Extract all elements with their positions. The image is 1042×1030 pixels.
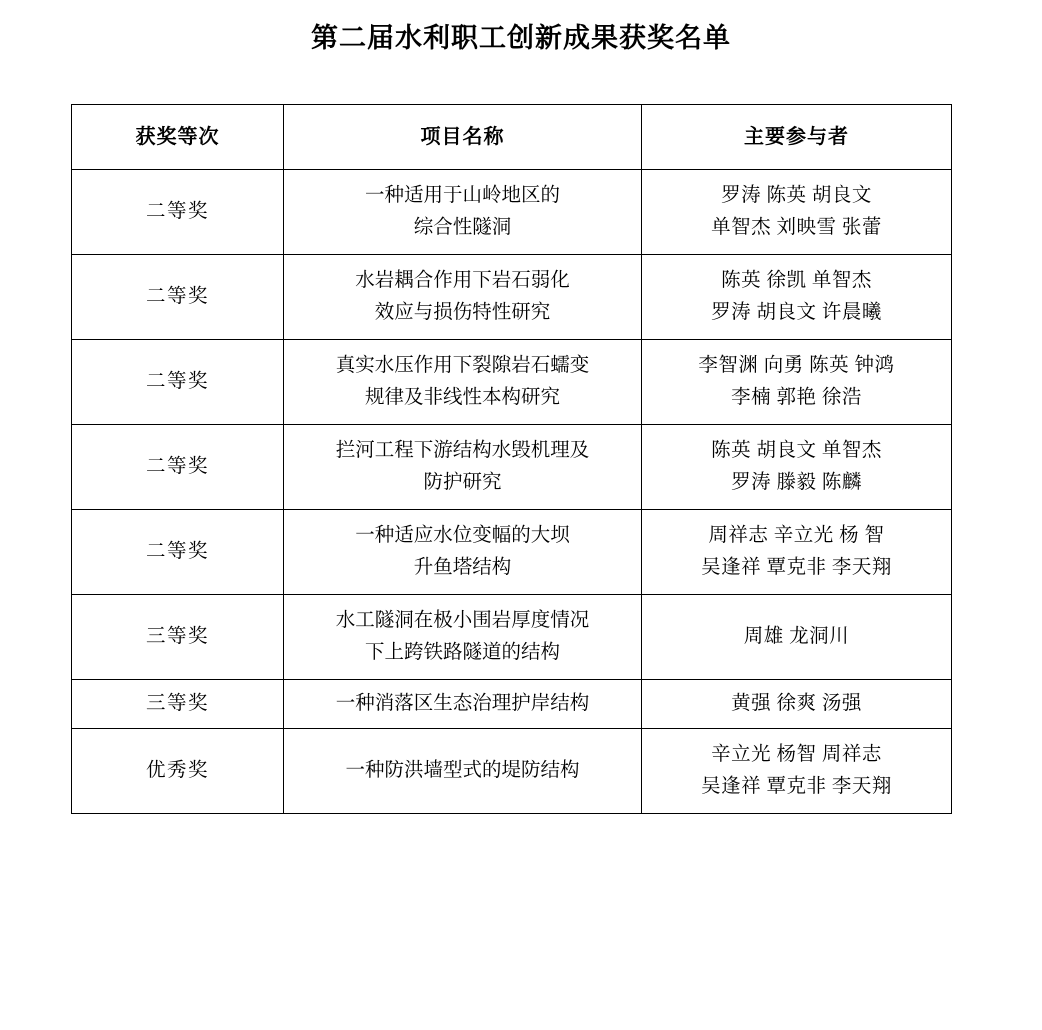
cell-level: 二等奖	[72, 255, 284, 340]
cell-participants	[642, 680, 952, 729]
participants-line: 黄强 徐爽 汤强	[731, 693, 862, 714]
project-line: 规律及非线性本构研究	[364, 387, 560, 408]
project-line: 真实水压作用下裂隙岩石蠕变	[335, 355, 590, 377]
project-line: 拦河工程下游结构水毁机理及	[335, 440, 590, 462]
cell-participants	[642, 595, 952, 680]
participants-line: 李楠 郭艳 徐浩	[731, 387, 862, 408]
table-row	[72, 425, 952, 510]
project-line: 下上跨铁路隧道的结构	[364, 642, 560, 663]
cell-level: 优秀奖	[72, 728, 284, 813]
participants-line: 单智杰 刘映雪 张蕾	[711, 217, 882, 238]
table-row	[72, 680, 952, 729]
cell-project	[284, 728, 642, 813]
column-header-participants: 主要参与者	[642, 105, 952, 170]
project-line: 防护研究	[423, 472, 502, 493]
project-line: 升鱼塔结构	[413, 557, 512, 578]
cell-level: 二等奖	[72, 510, 284, 595]
table-row	[72, 340, 952, 425]
participants-line: 周雄 龙洞川	[743, 626, 850, 648]
cell-level: 三等奖	[72, 595, 284, 680]
participants-line: 陈英 徐凯 单智杰	[721, 270, 872, 292]
project-line: 综合性隧洞	[413, 217, 512, 238]
table-row	[72, 728, 952, 813]
participants-line: 罗涛 胡良文 许晨曦	[711, 302, 882, 323]
project-line: 效应与损伤特性研究	[374, 302, 551, 323]
project-line: 一种消落区生态治理护岸结构	[335, 693, 590, 714]
participants-line: 罗涛 滕毅 陈麟	[731, 472, 862, 493]
participants-line: 罗涛 陈英 胡良文	[721, 185, 872, 207]
table-row	[72, 595, 952, 680]
cell-project	[284, 680, 642, 729]
project-line: 水工隧洞在极小围岩厚度情况	[335, 610, 590, 632]
cell-participants	[642, 255, 952, 340]
cell-level: 二等奖	[72, 340, 284, 425]
cell-participants	[642, 425, 952, 510]
participants-line: 李智渊 向勇 陈英 钟鸿	[698, 355, 895, 377]
participants-line: 辛立光 杨智 周祥志	[711, 744, 882, 765]
table-body	[72, 170, 952, 814]
table-header	[72, 105, 952, 170]
participants-line: 吴逢祥 覃克非 李天翔	[701, 557, 892, 578]
table-row	[72, 170, 952, 255]
page-title: 第二届水利职工创新成果获奖名单	[311, 23, 731, 53]
cell-participants	[642, 340, 952, 425]
cell-participants	[642, 728, 952, 813]
cell-level: 二等奖	[72, 170, 284, 255]
cell-project	[284, 595, 642, 680]
cell-participants	[642, 170, 952, 255]
participants-line: 吴逢祥 覃克非 李天翔	[701, 775, 892, 797]
project-line: 一种适应水位变幅的大坝	[355, 525, 570, 547]
cell-level: 三等奖	[72, 680, 284, 729]
award-table-container	[71, 104, 951, 814]
project-line: 一种防洪墙型式的堤防结构	[345, 759, 580, 781]
project-line: 水岩耦合作用下岩石弱化	[355, 270, 570, 292]
table-row	[72, 510, 952, 595]
cell-project	[284, 255, 642, 340]
participants-line: 周祥志 辛立光 杨 智	[708, 525, 885, 547]
project-line: 一种适用于山岭地区的	[364, 185, 560, 207]
table-header-row	[72, 105, 952, 170]
cell-project	[284, 340, 642, 425]
table-row	[72, 255, 952, 340]
cell-project	[284, 170, 642, 255]
award-table	[71, 104, 952, 814]
cell-level: 二等奖	[72, 425, 284, 510]
cell-participants	[642, 510, 952, 595]
participants-line: 陈英 胡良文 单智杰	[711, 440, 882, 462]
column-header-project: 项目名称	[284, 105, 642, 170]
cell-project	[284, 425, 642, 510]
cell-project	[284, 510, 642, 595]
column-header-level: 获奖等次	[72, 105, 284, 170]
